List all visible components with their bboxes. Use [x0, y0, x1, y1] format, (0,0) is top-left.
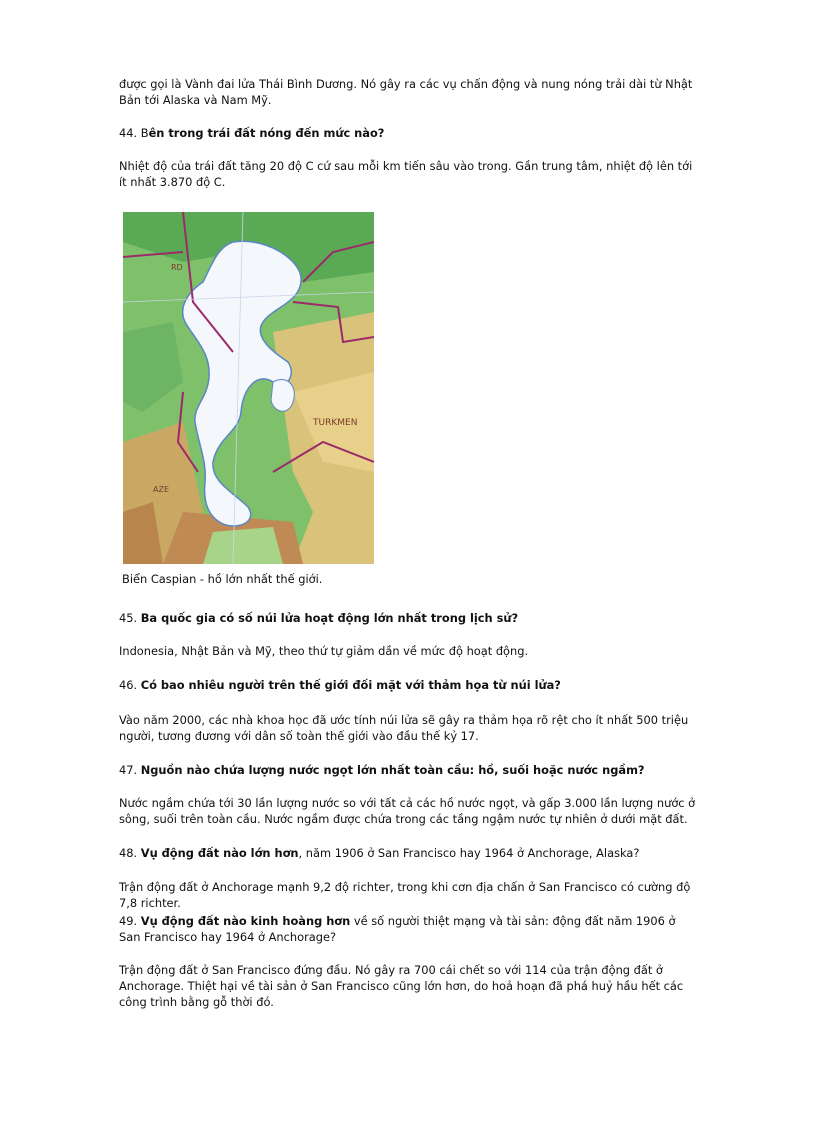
question-number: 45. — [119, 611, 141, 625]
answer-48: Trận động đất ở Anchorage mạnh 9,2 độ richter, trong khi cơn địa chấn ở San Francisco có cường độ 7,8 richter. — [119, 880, 691, 910]
question-number: 47. — [119, 763, 141, 777]
answer-46: Vào năm 2000, các nhà khoa học đã ước tính núi lửa sẽ gây ra thảm họa rõ rệt cho ít nhất 500 triệu người, tương đương với dân số toàn thế giới vào đầu thế kỷ 17. — [119, 713, 689, 743]
answer-49: Trận động đất ở San Francisco đứng đầu. Nó gây ra 700 cái chết so với 114 của trận động đất ở Anchorage. Thiệt hại về tài sản ở San Francisco cũng lớn hơn, do hoả hoạn đã phá huỷ hầu hết các công trình bằng gỗ thời đó. — [119, 963, 684, 1009]
map-label-rd: RD — [171, 263, 183, 272]
question-bold: Ba quốc gia có số núi lửa hoạt động lớn nhất trong lịch sử? — [140, 611, 519, 625]
map-label-aze: AZE — [153, 485, 170, 494]
question-number: 48. — [119, 846, 141, 860]
caspian-sea-map — [123, 212, 374, 564]
answer-47: Nước ngầm chứa tới 30 lần lượng nước so với tất cả các hồ nước ngọt, và gấp 3.000 lần lượng nước ở sông, suối trên toàn cầu. Nước ngầm được chứa trong các tầng ngậm nước tự nhiên ở dưới mặt đất. — [119, 796, 696, 826]
question-48 — [119, 845, 699, 861]
answer-44: Nhiệt độ của trái đất tăng 20 độ C cứ sau mỗi km tiến sâu vào trong. Gần trung tâm, nhiệt độ lên tới ít nhất 3.870 độ C. — [119, 159, 693, 189]
map-caption: Biển Caspian - hồ lớn nhất thế giới. — [122, 572, 323, 586]
question-bold: Nguồn nào chứa lượng nước ngọt lớn nhất toàn cầu: hồ, suối hoặc nước ngầm? — [140, 763, 645, 777]
question-bold: Vụ động đất nào kinh hoàng hơn — [140, 914, 351, 928]
question-bold: Vụ động đất nào lớn hơn — [140, 846, 299, 860]
answer-45: Indonesia, Nhật Bản và Mỹ, theo thứ tự giảm dần về mức độ hoạt động. — [119, 644, 529, 658]
question-45 — [119, 610, 699, 626]
question-47 — [119, 762, 699, 778]
question-bold: Có bao nhiêu người trên thế giới đối mặt với thảm họa từ núi lửa? — [140, 678, 561, 692]
question-number: 44. B — [119, 126, 149, 140]
question-44 — [119, 125, 699, 141]
question-rest: về số người thiệt mạng và tài sản: động đất năm 1906 ở San Francisco hay 1964 ở Anchorage? — [119, 914, 676, 944]
question-46 — [119, 677, 699, 693]
question-49 — [119, 913, 699, 945]
intro-paragraph: được gọi là Vành đai lửa Thái Bình Dương. Nó gây ra các vụ chấn động và nung nóng trải dài từ Nhật Bản tới Alaska và Nam Mỹ. — [119, 77, 693, 107]
map-label-turkmen: TURKMEN — [313, 418, 358, 428]
question-number: 46. — [119, 678, 141, 692]
question-bold: ên trong trái đất nóng đến mức nào? — [148, 126, 385, 140]
question-number: 49. — [119, 914, 141, 928]
question-rest: , năm 1906 ở San Francisco hay 1964 ở Anchorage, Alaska? — [298, 846, 640, 860]
